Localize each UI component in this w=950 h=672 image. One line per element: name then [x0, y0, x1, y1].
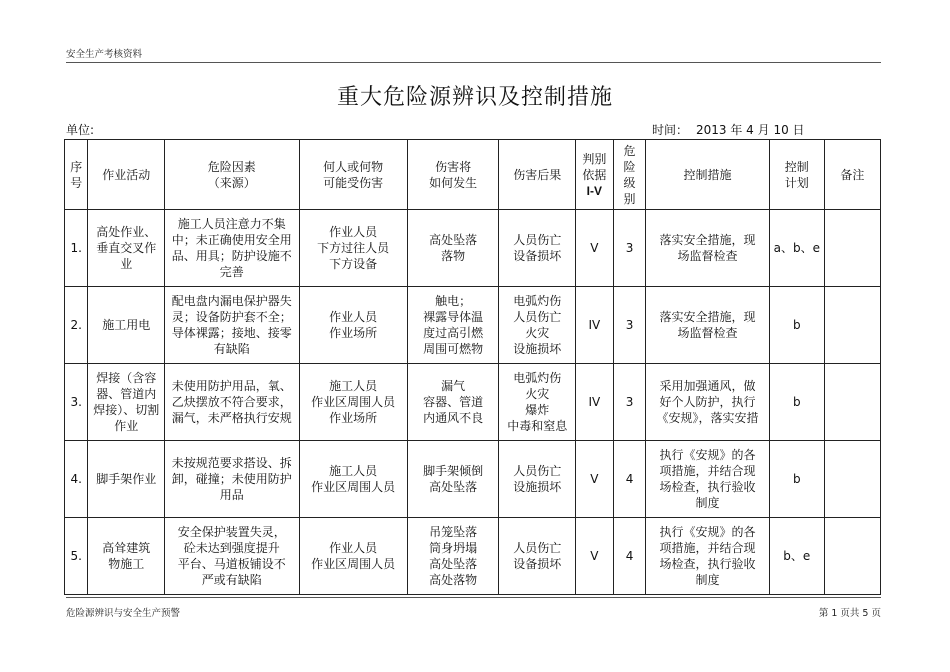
col-header-plan: 控制 计划: [769, 140, 824, 210]
table-row: [65, 364, 881, 441]
cell-who: 施工人员 作业区周围人员 作业场所: [299, 364, 407, 441]
table-header-row: [65, 140, 881, 210]
col-header-activity: 作业活动: [88, 140, 165, 210]
footer-left-text: 危险源辨识与安全生产预警: [66, 608, 181, 619]
cell-activity: 焊接（含容器、管道内焊接）、切割作业: [88, 364, 165, 441]
date-label: 时间：: [652, 123, 689, 137]
table-row: [65, 287, 881, 364]
col-header-remarks: 备注: [824, 140, 880, 210]
cell-level: 4: [613, 518, 646, 595]
cell-no: 1.: [65, 210, 88, 287]
footer-divider: [66, 597, 881, 598]
cell-consequence: 电弧灼伤 火灾 爆炸 中毒和窒息: [499, 364, 576, 441]
cell-basis: V: [575, 441, 613, 518]
cell-measures: 落实安全措施，现 场监督检查: [646, 287, 769, 364]
cell-consequence: 人员伤亡 设备损坏: [499, 210, 576, 287]
cell-plan: b: [769, 364, 824, 441]
document-title: 重大危险源辨识及控制措施: [336, 85, 613, 110]
cell-no: 2.: [65, 287, 88, 364]
cell-no: 4.: [65, 441, 88, 518]
col-header-basis: [575, 140, 613, 210]
cell-level: 3: [613, 210, 646, 287]
cell-how: 高处坠落 落物: [407, 210, 499, 287]
cell-consequence: 人员伤亡 设施损坏: [499, 441, 576, 518]
cell-how: 漏气 容器、管道 内通风不良: [407, 364, 499, 441]
table-row: [65, 210, 881, 287]
cell-measures: 落实安全措施，现 场监督检查: [646, 210, 769, 287]
hazard-table: [64, 139, 881, 595]
cell-hazard: 配电盘内漏电保护器失灵；设备防护套不全；导体裸露；接地、接零有缺陷: [164, 287, 299, 364]
cell-basis: V: [575, 210, 613, 287]
col-header-how: 伤害将 如何发生: [407, 140, 499, 210]
col-header-hazard: 危险因素 （来源）: [164, 140, 299, 210]
cell-activity: 脚手架作业: [88, 441, 165, 518]
cell-remarks: [824, 287, 880, 364]
cell-consequence: 电弧灼伤 人员伤亡 火灾 设施损坏: [499, 287, 576, 364]
cell-plan: a、b、e: [769, 210, 824, 287]
cell-activity: 高处作业、垂直交叉作业: [88, 210, 165, 287]
cell-activity: 高耸建筑 物施工: [88, 518, 165, 595]
cell-how: 触电； 裸露导体温 度过高引燃 周围可燃物: [407, 287, 499, 364]
cell-consequence: 人员伤亡 设备损坏: [499, 518, 576, 595]
cell-remarks: [824, 210, 880, 287]
col-header-basis-code: I-V: [586, 183, 603, 198]
cell-remarks: [824, 441, 880, 518]
cell-who: 作业人员 下方过往人员 下方设备: [299, 210, 407, 287]
cell-measures: 执行《安规》的各 项措施，并结合现 场检查，执行验收 制度: [646, 441, 769, 518]
cell-hazard: 安全保护装置失灵， 砼未达到强度提升 平台、马道板铺设不 严或有缺陷: [164, 518, 299, 595]
cell-basis: V: [575, 518, 613, 595]
cell-basis: IV: [575, 287, 613, 364]
table-row: [65, 441, 881, 518]
cell-plan: b: [769, 287, 824, 364]
page-number: 第 1 页共 5 页: [818, 608, 881, 619]
col-header-measures: 控制措施: [646, 140, 769, 210]
cell-level: 4: [613, 441, 646, 518]
col-header-basis-label: 判别 依据: [582, 151, 607, 182]
cell-activity: 施工用电: [88, 287, 165, 364]
cell-plan: b、e: [769, 518, 824, 595]
date-line: [652, 121, 805, 138]
cell-how: 吊笼坠落 筒身坍塌 高处坠落 高处落物: [407, 518, 499, 595]
table-row: [65, 518, 881, 595]
cell-measures: 执行《安规》的各 项措施，并结合现 场检查，执行验收 制度: [646, 518, 769, 595]
cell-remarks: [824, 518, 880, 595]
header-divider: [66, 62, 881, 63]
cell-level: 3: [613, 364, 646, 441]
unit-label: 单位:: [66, 123, 95, 137]
col-header-no: 序 号: [65, 140, 88, 210]
cell-who: 作业人员 作业场所: [299, 287, 407, 364]
cell-level: 3: [613, 287, 646, 364]
cell-hazard: 未使用防护用品，氧、乙炔摆放不符合要求，漏气，未严格执行安规: [164, 364, 299, 441]
cell-measures: 采用加强通风，做 好个人防护，执行 《安规》，落实安措: [646, 364, 769, 441]
col-header-consequence: 伤害后果: [499, 140, 576, 210]
page-header-text: 安全生产考核资料: [66, 49, 143, 60]
col-header-level: 危 险 级 别: [613, 140, 646, 210]
cell-remarks: [824, 364, 880, 441]
cell-plan: b: [769, 441, 824, 518]
cell-hazard: 未按规范要求搭设、拆卸，碰撞；未使用防护用品: [164, 441, 299, 518]
cell-how: 脚手架倾倒 高处坠落: [407, 441, 499, 518]
cell-who: 作业人员 作业区周围人员: [299, 518, 407, 595]
cell-no: 5.: [65, 518, 88, 595]
date-value: 2013 年 4 月 10 日: [696, 123, 805, 137]
col-header-who: 何人或何物 可能受伤害: [299, 140, 407, 210]
cell-hazard: 施工人员注意力不集中；未正确使用安全用品、用具；防护设施不完善: [164, 210, 299, 287]
cell-no: 3.: [65, 364, 88, 441]
cell-who: 施工人员 作业区周围人员: [299, 441, 407, 518]
cell-basis: IV: [575, 364, 613, 441]
